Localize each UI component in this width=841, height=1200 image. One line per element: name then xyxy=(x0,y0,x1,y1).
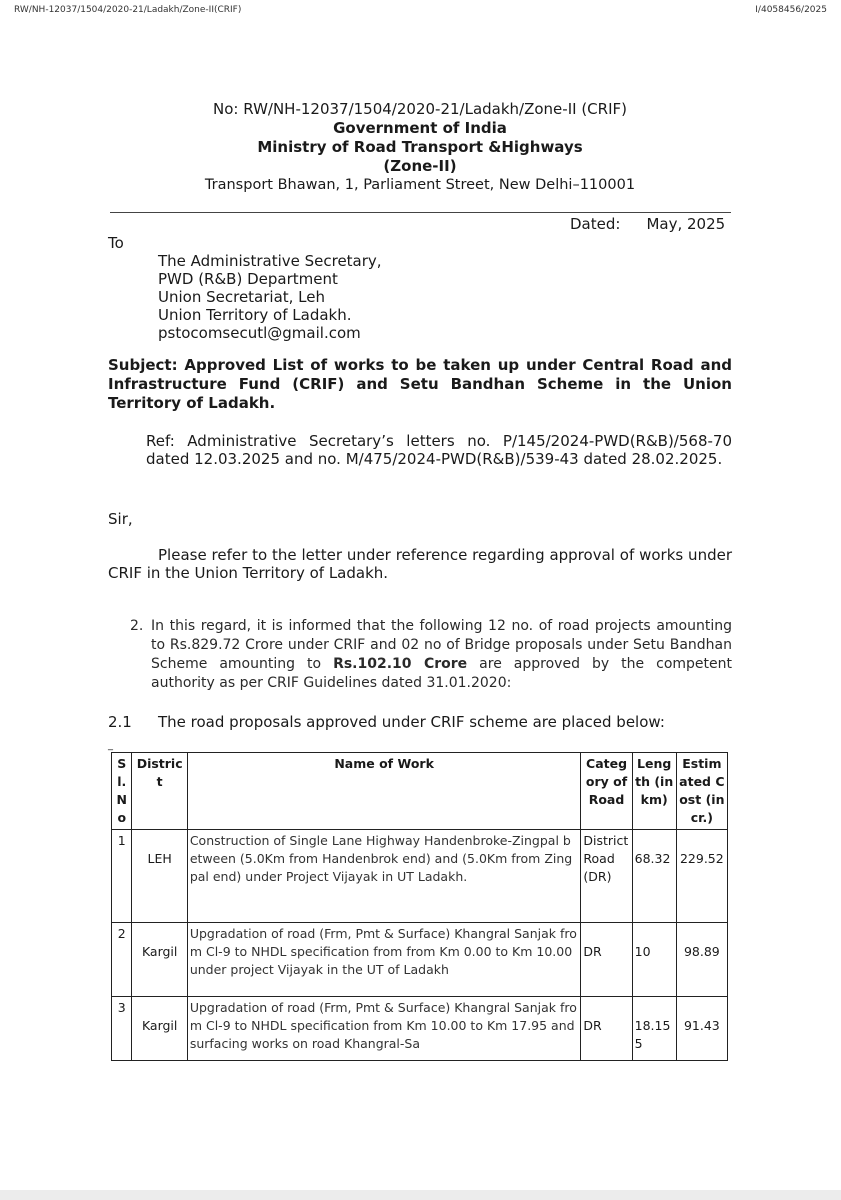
row-length: 10 xyxy=(632,923,676,997)
date-line xyxy=(570,215,725,233)
recipient-email: pstocomsecutl@gmail.com xyxy=(158,324,361,342)
row-name-of-work: Construction of Single Lane Highway Handenbroke-Zingpal between (5.0Km from Handenbrok end) and (5.0Km from Zingpal end) under Project Vijayak in UT Ladakh. xyxy=(187,830,581,923)
section-number: 2.1 xyxy=(108,713,132,731)
row-sno: 2 xyxy=(112,923,132,997)
table-row xyxy=(112,830,728,923)
ministry-title: Ministry of Road Transport &Highways xyxy=(257,138,583,156)
header-file-reference: RW/NH-12037/1504/2020-21/Ladakh/Zone-II(CRIF) xyxy=(14,5,242,15)
header-document-id: I/4058456/2025 xyxy=(755,5,827,15)
row-sno: 3 xyxy=(112,997,132,1061)
stray-mark: _ xyxy=(108,740,113,751)
row-name-of-work: Upgradation of road (Frm, Pmt & Surface) Khangral Sanjak from Cl-9 to NHDL specification from Km 10.00 to Km 17.95 and surfacing works on road Khangral-Sa xyxy=(187,997,581,1061)
government-title: Government of India xyxy=(333,119,507,137)
paragraph-2 xyxy=(130,617,732,693)
table-row xyxy=(112,923,728,997)
row-sno: 1 xyxy=(112,830,132,923)
letterhead xyxy=(110,100,730,195)
row-district: Kargil xyxy=(132,923,187,997)
header-cost: Estimated Cost (in cr.) xyxy=(676,753,727,830)
bridge-amount: Rs.102.10 Crore xyxy=(333,656,468,672)
row-cost: 98.89 xyxy=(676,923,727,997)
row-length: 18.155 xyxy=(632,997,676,1061)
row-cost: 91.43 xyxy=(676,997,727,1061)
letter-number: No: RW/NH-12037/1504/2020-21/Ladakh/Zone-II (CRIF) xyxy=(213,100,627,118)
paragraph-2-text-end: are approved by the competent authority as per CRIF Guidelines dated 31.01.2020: xyxy=(151,656,732,691)
row-category: DR xyxy=(581,923,632,997)
header-sno: S l. N o xyxy=(112,753,132,830)
header-length: Length (in km) xyxy=(632,753,676,830)
table-row xyxy=(112,997,728,1061)
paragraph-1: Please refer to the letter under reference regarding approval of works under CRIF in the Union Territory of Ladakh. xyxy=(108,546,732,582)
row-cost: 229.52 xyxy=(676,830,727,923)
recipient-line: The Administrative Secretary, xyxy=(158,252,382,270)
header-category: Category of Road xyxy=(581,753,632,830)
reference-line: Ref: Administrative Secretary’s letters no. P/145/2024-PWD(R&B)/568-70 dated 12.03.2025 and no. M/475/2024-PWD(R&B)/539-43 dated 28.02.2025. xyxy=(146,432,732,468)
date-label: Dated: xyxy=(570,215,621,233)
section-2-1 xyxy=(108,713,665,731)
date-value: May, 2025 xyxy=(646,215,726,233)
subject-line: Subject: Approved List of works to be taken up under Central Road and Infrastructure Fund (CRIF) and Setu Bandhan Scheme in the Union Territory of Ladakh. xyxy=(108,356,732,412)
row-category: District Road (DR) xyxy=(581,830,632,923)
row-category: DR xyxy=(581,997,632,1061)
row-district: LEH xyxy=(132,830,187,923)
paragraph-2-number: 2. xyxy=(130,618,144,634)
row-district: Kargil xyxy=(132,997,187,1061)
recipient-line: PWD (R&B) Department xyxy=(158,270,338,288)
paragraph-2-text: In this regard, it is informed that the following 12 no. of road projects amounting to Rs.829.72 Crore under CRIF and 02 no of Bridge proposals under Setu Bandhan Scheme amounting to xyxy=(151,618,732,672)
recipient-address xyxy=(158,252,382,342)
ministry-address: Transport Bhawan, 1, Parliament Street, New Delhi–110001 xyxy=(204,177,636,193)
header-name-of-work: Name of Work xyxy=(187,753,581,830)
section-text: The road proposals approved under CRIF scheme are placed below: xyxy=(158,713,665,731)
table-header-row xyxy=(112,753,728,830)
zone-title: (Zone-II) xyxy=(383,157,457,175)
row-length: 68.32 xyxy=(632,830,676,923)
row-name-of-work: Upgradation of road (Frm, Pmt & Surface) Khangral Sanjak from Cl-9 to NHDL specification from from Km 0.00 to Km 10.00 under project Vijayak in the UT of Ladakh xyxy=(187,923,581,997)
recipient-line: Union Secretariat, Leh xyxy=(158,288,326,306)
works-table xyxy=(111,752,728,1061)
letterhead-divider xyxy=(110,212,731,213)
page-bottom-edge xyxy=(0,1190,841,1200)
salutation: Sir, xyxy=(108,510,133,528)
to-label: To xyxy=(108,234,124,252)
header-district: District xyxy=(132,753,187,830)
recipient-line: Union Territory of Ladakh. xyxy=(158,306,352,324)
